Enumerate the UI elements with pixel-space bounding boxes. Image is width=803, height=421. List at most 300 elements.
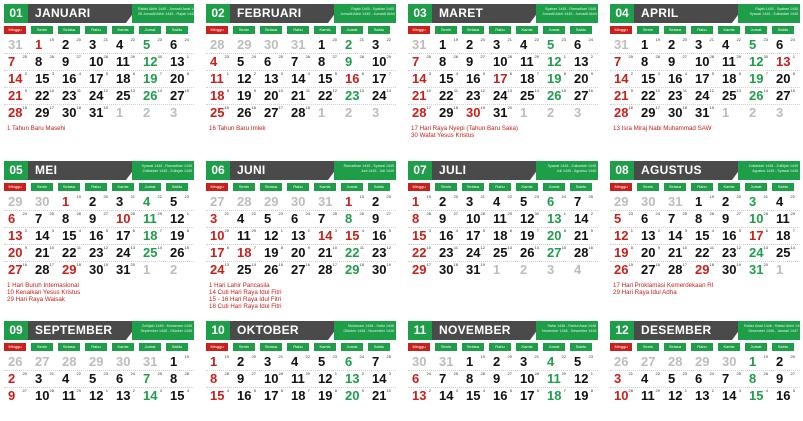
day-cell[interactable]: [408, 71, 434, 88]
day-cell[interactable]: [166, 194, 192, 211]
day-cell[interactable]: [206, 88, 232, 105]
day-cell[interactable]: [85, 37, 111, 54]
adjacent-month-day[interactable]: [4, 194, 30, 211]
adjacent-month-day[interactable]: [772, 262, 798, 279]
day-cell[interactable]: [206, 371, 232, 388]
day-cell[interactable]: [718, 262, 744, 279]
day-cell[interactable]: [543, 228, 569, 245]
adjacent-month-day[interactable]: [368, 105, 394, 122]
day-cell[interactable]: [516, 354, 542, 371]
day-cell[interactable]: [610, 388, 636, 405]
day-cell[interactable]: [489, 354, 515, 371]
day-cell[interactable]: [435, 245, 461, 262]
day-cell[interactable]: [166, 388, 192, 405]
adjacent-month-day[interactable]: [139, 354, 165, 371]
day-cell[interactable]: [570, 388, 596, 405]
adjacent-month-day[interactable]: [314, 105, 340, 122]
day-cell[interactable]: [166, 211, 192, 228]
day-cell[interactable]: [260, 211, 286, 228]
day-cell[interactable]: [166, 228, 192, 245]
day-cell[interactable]: [85, 371, 111, 388]
adjacent-month-day[interactable]: [58, 354, 84, 371]
day-cell[interactable]: [368, 211, 394, 228]
day-cell[interactable]: [489, 88, 515, 105]
day-cell[interactable]: [206, 211, 232, 228]
day-cell[interactable]: [287, 228, 313, 245]
day-cell[interactable]: [4, 388, 30, 405]
day-cell[interactable]: [58, 245, 84, 262]
day-cell[interactable]: [691, 245, 717, 262]
day-cell[interactable]: [691, 194, 717, 211]
day-cell[interactable]: [543, 71, 569, 88]
day-cell[interactable]: [543, 388, 569, 405]
day-cell[interactable]: [408, 54, 434, 71]
adjacent-month-day[interactable]: [610, 194, 636, 211]
day-cell[interactable]: [112, 371, 138, 388]
day-cell[interactable]: [260, 71, 286, 88]
adjacent-month-day[interactable]: [489, 262, 515, 279]
day-cell[interactable]: [112, 71, 138, 88]
day-cell[interactable]: [718, 54, 744, 71]
day-cell[interactable]: [85, 211, 111, 228]
day-cell[interactable]: [489, 105, 515, 122]
day-cell[interactable]: [610, 105, 636, 122]
day-cell[interactable]: [4, 211, 30, 228]
adjacent-month-day[interactable]: [408, 37, 434, 54]
day-cell[interactable]: [664, 105, 690, 122]
adjacent-month-day[interactable]: [31, 354, 57, 371]
day-cell[interactable]: [31, 388, 57, 405]
day-cell[interactable]: [58, 54, 84, 71]
day-cell[interactable]: [112, 194, 138, 211]
day-cell[interactable]: [408, 388, 434, 405]
day-cell[interactable]: [31, 37, 57, 54]
day-cell[interactable]: [139, 245, 165, 262]
day-cell[interactable]: [287, 211, 313, 228]
day-cell[interactable]: [462, 228, 488, 245]
day-cell[interactable]: [408, 88, 434, 105]
day-cell[interactable]: [772, 245, 798, 262]
day-cell[interactable]: [408, 228, 434, 245]
day-cell[interactable]: [745, 388, 771, 405]
day-cell[interactable]: [718, 88, 744, 105]
day-cell[interactable]: [368, 245, 394, 262]
day-cell[interactable]: [85, 194, 111, 211]
adjacent-month-day[interactable]: [745, 105, 771, 122]
day-cell[interactable]: [31, 88, 57, 105]
adjacent-month-day[interactable]: [206, 194, 232, 211]
day-cell[interactable]: [341, 194, 367, 211]
day-cell[interactable]: [462, 105, 488, 122]
day-cell[interactable]: [139, 211, 165, 228]
day-cell[interactable]: [570, 245, 596, 262]
day-cell[interactable]: [745, 194, 771, 211]
adjacent-month-day[interactable]: [772, 105, 798, 122]
day-cell[interactable]: [570, 54, 596, 71]
day-cell[interactable]: [341, 228, 367, 245]
day-cell[interactable]: [166, 54, 192, 71]
day-cell[interactable]: [368, 228, 394, 245]
day-cell[interactable]: [543, 194, 569, 211]
adjacent-month-day[interactable]: [718, 105, 744, 122]
day-cell[interactable]: [610, 245, 636, 262]
adjacent-month-day[interactable]: [314, 194, 340, 211]
day-cell[interactable]: [637, 88, 663, 105]
day-cell[interactable]: [139, 88, 165, 105]
adjacent-month-day[interactable]: [664, 354, 690, 371]
day-cell[interactable]: [745, 371, 771, 388]
day-cell[interactable]: [435, 54, 461, 71]
day-cell[interactable]: [637, 262, 663, 279]
day-cell[interactable]: [718, 37, 744, 54]
day-cell[interactable]: [462, 371, 488, 388]
adjacent-month-day[interactable]: [166, 105, 192, 122]
day-cell[interactable]: [368, 371, 394, 388]
day-cell[interactable]: [462, 54, 488, 71]
day-cell[interactable]: [664, 88, 690, 105]
day-cell[interactable]: [489, 245, 515, 262]
day-cell[interactable]: [206, 262, 232, 279]
day-cell[interactable]: [31, 54, 57, 71]
day-cell[interactable]: [691, 88, 717, 105]
day-cell[interactable]: [637, 37, 663, 54]
day-cell[interactable]: [260, 88, 286, 105]
day-cell[interactable]: [664, 211, 690, 228]
day-cell[interactable]: [516, 71, 542, 88]
day-cell[interactable]: [206, 388, 232, 405]
day-cell[interactable]: [718, 71, 744, 88]
day-cell[interactable]: [368, 388, 394, 405]
day-cell[interactable]: [58, 228, 84, 245]
adjacent-month-day[interactable]: [85, 354, 111, 371]
adjacent-month-day[interactable]: [260, 194, 286, 211]
day-cell[interactable]: [543, 54, 569, 71]
adjacent-month-day[interactable]: [543, 262, 569, 279]
day-cell[interactable]: [637, 71, 663, 88]
day-cell[interactable]: [31, 371, 57, 388]
day-cell[interactable]: [112, 211, 138, 228]
day-cell[interactable]: [435, 194, 461, 211]
day-cell[interactable]: [58, 388, 84, 405]
day-cell[interactable]: [745, 262, 771, 279]
day-cell[interactable]: [718, 194, 744, 211]
day-cell[interactable]: [408, 211, 434, 228]
adjacent-month-day[interactable]: [287, 194, 313, 211]
day-cell[interactable]: [637, 388, 663, 405]
day-cell[interactable]: [489, 228, 515, 245]
day-cell[interactable]: [287, 54, 313, 71]
day-cell[interactable]: [664, 71, 690, 88]
day-cell[interactable]: [718, 371, 744, 388]
day-cell[interactable]: [233, 105, 259, 122]
day-cell[interactable]: [314, 54, 340, 71]
day-cell[interactable]: [543, 354, 569, 371]
day-cell[interactable]: [260, 354, 286, 371]
adjacent-month-day[interactable]: [31, 194, 57, 211]
day-cell[interactable]: [489, 54, 515, 71]
day-cell[interactable]: [58, 371, 84, 388]
day-cell[interactable]: [368, 194, 394, 211]
day-cell[interactable]: [341, 371, 367, 388]
day-cell[interactable]: [610, 262, 636, 279]
day-cell[interactable]: [112, 388, 138, 405]
adjacent-month-day[interactable]: [166, 262, 192, 279]
day-cell[interactable]: [462, 354, 488, 371]
day-cell[interactable]: [772, 88, 798, 105]
day-cell[interactable]: [341, 211, 367, 228]
day-cell[interactable]: [462, 262, 488, 279]
day-cell[interactable]: [112, 245, 138, 262]
adjacent-month-day[interactable]: [543, 105, 569, 122]
adjacent-month-day[interactable]: [516, 105, 542, 122]
day-cell[interactable]: [166, 354, 192, 371]
day-cell[interactable]: [772, 194, 798, 211]
day-cell[interactable]: [233, 71, 259, 88]
day-cell[interactable]: [462, 37, 488, 54]
day-cell[interactable]: [368, 37, 394, 54]
day-cell[interactable]: [166, 71, 192, 88]
day-cell[interactable]: [287, 71, 313, 88]
day-cell[interactable]: [637, 54, 663, 71]
day-cell[interactable]: [260, 228, 286, 245]
day-cell[interactable]: [368, 262, 394, 279]
day-cell[interactable]: [314, 388, 340, 405]
adjacent-month-day[interactable]: [260, 37, 286, 54]
day-cell[interactable]: [287, 388, 313, 405]
day-cell[interactable]: [314, 88, 340, 105]
day-cell[interactable]: [637, 228, 663, 245]
day-cell[interactable]: [462, 388, 488, 405]
day-cell[interactable]: [772, 354, 798, 371]
adjacent-month-day[interactable]: [4, 354, 30, 371]
day-cell[interactable]: [718, 245, 744, 262]
day-cell[interactable]: [206, 354, 232, 371]
day-cell[interactable]: [570, 354, 596, 371]
day-cell[interactable]: [314, 245, 340, 262]
adjacent-month-day[interactable]: [664, 194, 690, 211]
day-cell[interactable]: [570, 371, 596, 388]
adjacent-month-day[interactable]: [112, 105, 138, 122]
day-cell[interactable]: [260, 54, 286, 71]
day-cell[interactable]: [664, 371, 690, 388]
day-cell[interactable]: [112, 37, 138, 54]
day-cell[interactable]: [489, 71, 515, 88]
day-cell[interactable]: [543, 371, 569, 388]
day-cell[interactable]: [691, 262, 717, 279]
day-cell[interactable]: [206, 228, 232, 245]
adjacent-month-day[interactable]: [718, 354, 744, 371]
day-cell[interactable]: [610, 54, 636, 71]
day-cell[interactable]: [233, 262, 259, 279]
day-cell[interactable]: [489, 211, 515, 228]
day-cell[interactable]: [745, 245, 771, 262]
day-cell[interactable]: [4, 54, 30, 71]
day-cell[interactable]: [287, 105, 313, 122]
day-cell[interactable]: [610, 371, 636, 388]
day-cell[interactable]: [435, 211, 461, 228]
adjacent-month-day[interactable]: [516, 262, 542, 279]
day-cell[interactable]: [31, 105, 57, 122]
day-cell[interactable]: [341, 71, 367, 88]
adjacent-month-day[interactable]: [112, 354, 138, 371]
day-cell[interactable]: [233, 245, 259, 262]
day-cell[interactable]: [570, 228, 596, 245]
day-cell[interactable]: [58, 211, 84, 228]
day-cell[interactable]: [570, 194, 596, 211]
day-cell[interactable]: [166, 245, 192, 262]
day-cell[interactable]: [287, 354, 313, 371]
day-cell[interactable]: [664, 262, 690, 279]
day-cell[interactable]: [489, 388, 515, 405]
day-cell[interactable]: [637, 211, 663, 228]
day-cell[interactable]: [166, 371, 192, 388]
day-cell[interactable]: [341, 388, 367, 405]
day-cell[interactable]: [139, 228, 165, 245]
day-cell[interactable]: [314, 354, 340, 371]
day-cell[interactable]: [543, 245, 569, 262]
day-cell[interactable]: [772, 54, 798, 71]
day-cell[interactable]: [4, 245, 30, 262]
day-cell[interactable]: [260, 105, 286, 122]
day-cell[interactable]: [58, 71, 84, 88]
day-cell[interactable]: [368, 54, 394, 71]
day-cell[interactable]: [489, 194, 515, 211]
day-cell[interactable]: [341, 354, 367, 371]
day-cell[interactable]: [664, 37, 690, 54]
day-cell[interactable]: [341, 37, 367, 54]
day-cell[interactable]: [691, 54, 717, 71]
day-cell[interactable]: [314, 211, 340, 228]
day-cell[interactable]: [139, 371, 165, 388]
day-cell[interactable]: [435, 105, 461, 122]
day-cell[interactable]: [85, 105, 111, 122]
day-cell[interactable]: [435, 88, 461, 105]
day-cell[interactable]: [516, 228, 542, 245]
day-cell[interactable]: [570, 71, 596, 88]
day-cell[interactable]: [166, 88, 192, 105]
day-cell[interactable]: [206, 105, 232, 122]
day-cell[interactable]: [435, 262, 461, 279]
day-cell[interactable]: [462, 88, 488, 105]
day-cell[interactable]: [718, 228, 744, 245]
day-cell[interactable]: [58, 194, 84, 211]
day-cell[interactable]: [139, 54, 165, 71]
day-cell[interactable]: [543, 37, 569, 54]
day-cell[interactable]: [543, 88, 569, 105]
day-cell[interactable]: [85, 71, 111, 88]
day-cell[interactable]: [287, 245, 313, 262]
day-cell[interactable]: [368, 354, 394, 371]
day-cell[interactable]: [341, 245, 367, 262]
day-cell[interactable]: [233, 228, 259, 245]
day-cell[interactable]: [718, 388, 744, 405]
adjacent-month-day[interactable]: [408, 354, 434, 371]
day-cell[interactable]: [260, 245, 286, 262]
adjacent-month-day[interactable]: [139, 262, 165, 279]
day-cell[interactable]: [287, 262, 313, 279]
day-cell[interactable]: [570, 211, 596, 228]
day-cell[interactable]: [260, 262, 286, 279]
day-cell[interactable]: [691, 37, 717, 54]
day-cell[interactable]: [772, 71, 798, 88]
day-cell[interactable]: [435, 71, 461, 88]
day-cell[interactable]: [314, 37, 340, 54]
day-cell[interactable]: [691, 371, 717, 388]
day-cell[interactable]: [516, 88, 542, 105]
day-cell[interactable]: [233, 54, 259, 71]
day-cell[interactable]: [31, 211, 57, 228]
day-cell[interactable]: [462, 71, 488, 88]
day-cell[interactable]: [31, 71, 57, 88]
day-cell[interactable]: [112, 228, 138, 245]
day-cell[interactable]: [260, 371, 286, 388]
day-cell[interactable]: [745, 354, 771, 371]
day-cell[interactable]: [462, 211, 488, 228]
day-cell[interactable]: [368, 88, 394, 105]
day-cell[interactable]: [368, 71, 394, 88]
day-cell[interactable]: [543, 211, 569, 228]
day-cell[interactable]: [85, 262, 111, 279]
day-cell[interactable]: [31, 245, 57, 262]
adjacent-month-day[interactable]: [610, 354, 636, 371]
adjacent-month-day[interactable]: [637, 354, 663, 371]
day-cell[interactable]: [341, 88, 367, 105]
day-cell[interactable]: [4, 105, 30, 122]
day-cell[interactable]: [4, 88, 30, 105]
day-cell[interactable]: [287, 371, 313, 388]
day-cell[interactable]: [691, 211, 717, 228]
day-cell[interactable]: [570, 37, 596, 54]
day-cell[interactable]: [516, 37, 542, 54]
day-cell[interactable]: [166, 37, 192, 54]
day-cell[interactable]: [112, 88, 138, 105]
day-cell[interactable]: [489, 371, 515, 388]
day-cell[interactable]: [58, 262, 84, 279]
day-cell[interactable]: [435, 371, 461, 388]
day-cell[interactable]: [691, 105, 717, 122]
day-cell[interactable]: [341, 262, 367, 279]
day-cell[interactable]: [516, 211, 542, 228]
day-cell[interactable]: [610, 71, 636, 88]
day-cell[interactable]: [206, 245, 232, 262]
day-cell[interactable]: [112, 54, 138, 71]
day-cell[interactable]: [206, 71, 232, 88]
day-cell[interactable]: [85, 54, 111, 71]
day-cell[interactable]: [435, 37, 461, 54]
day-cell[interactable]: [233, 388, 259, 405]
day-cell[interactable]: [314, 228, 340, 245]
day-cell[interactable]: [233, 371, 259, 388]
adjacent-month-day[interactable]: [435, 354, 461, 371]
day-cell[interactable]: [637, 105, 663, 122]
day-cell[interactable]: [610, 228, 636, 245]
adjacent-month-day[interactable]: [4, 37, 30, 54]
day-cell[interactable]: [462, 194, 488, 211]
day-cell[interactable]: [664, 228, 690, 245]
day-cell[interactable]: [772, 228, 798, 245]
day-cell[interactable]: [435, 388, 461, 405]
day-cell[interactable]: [718, 211, 744, 228]
adjacent-month-day[interactable]: [637, 194, 663, 211]
day-cell[interactable]: [772, 371, 798, 388]
adjacent-month-day[interactable]: [233, 37, 259, 54]
day-cell[interactable]: [691, 388, 717, 405]
day-cell[interactable]: [314, 262, 340, 279]
day-cell[interactable]: [435, 228, 461, 245]
day-cell[interactable]: [772, 388, 798, 405]
day-cell[interactable]: [691, 228, 717, 245]
day-cell[interactable]: [489, 37, 515, 54]
